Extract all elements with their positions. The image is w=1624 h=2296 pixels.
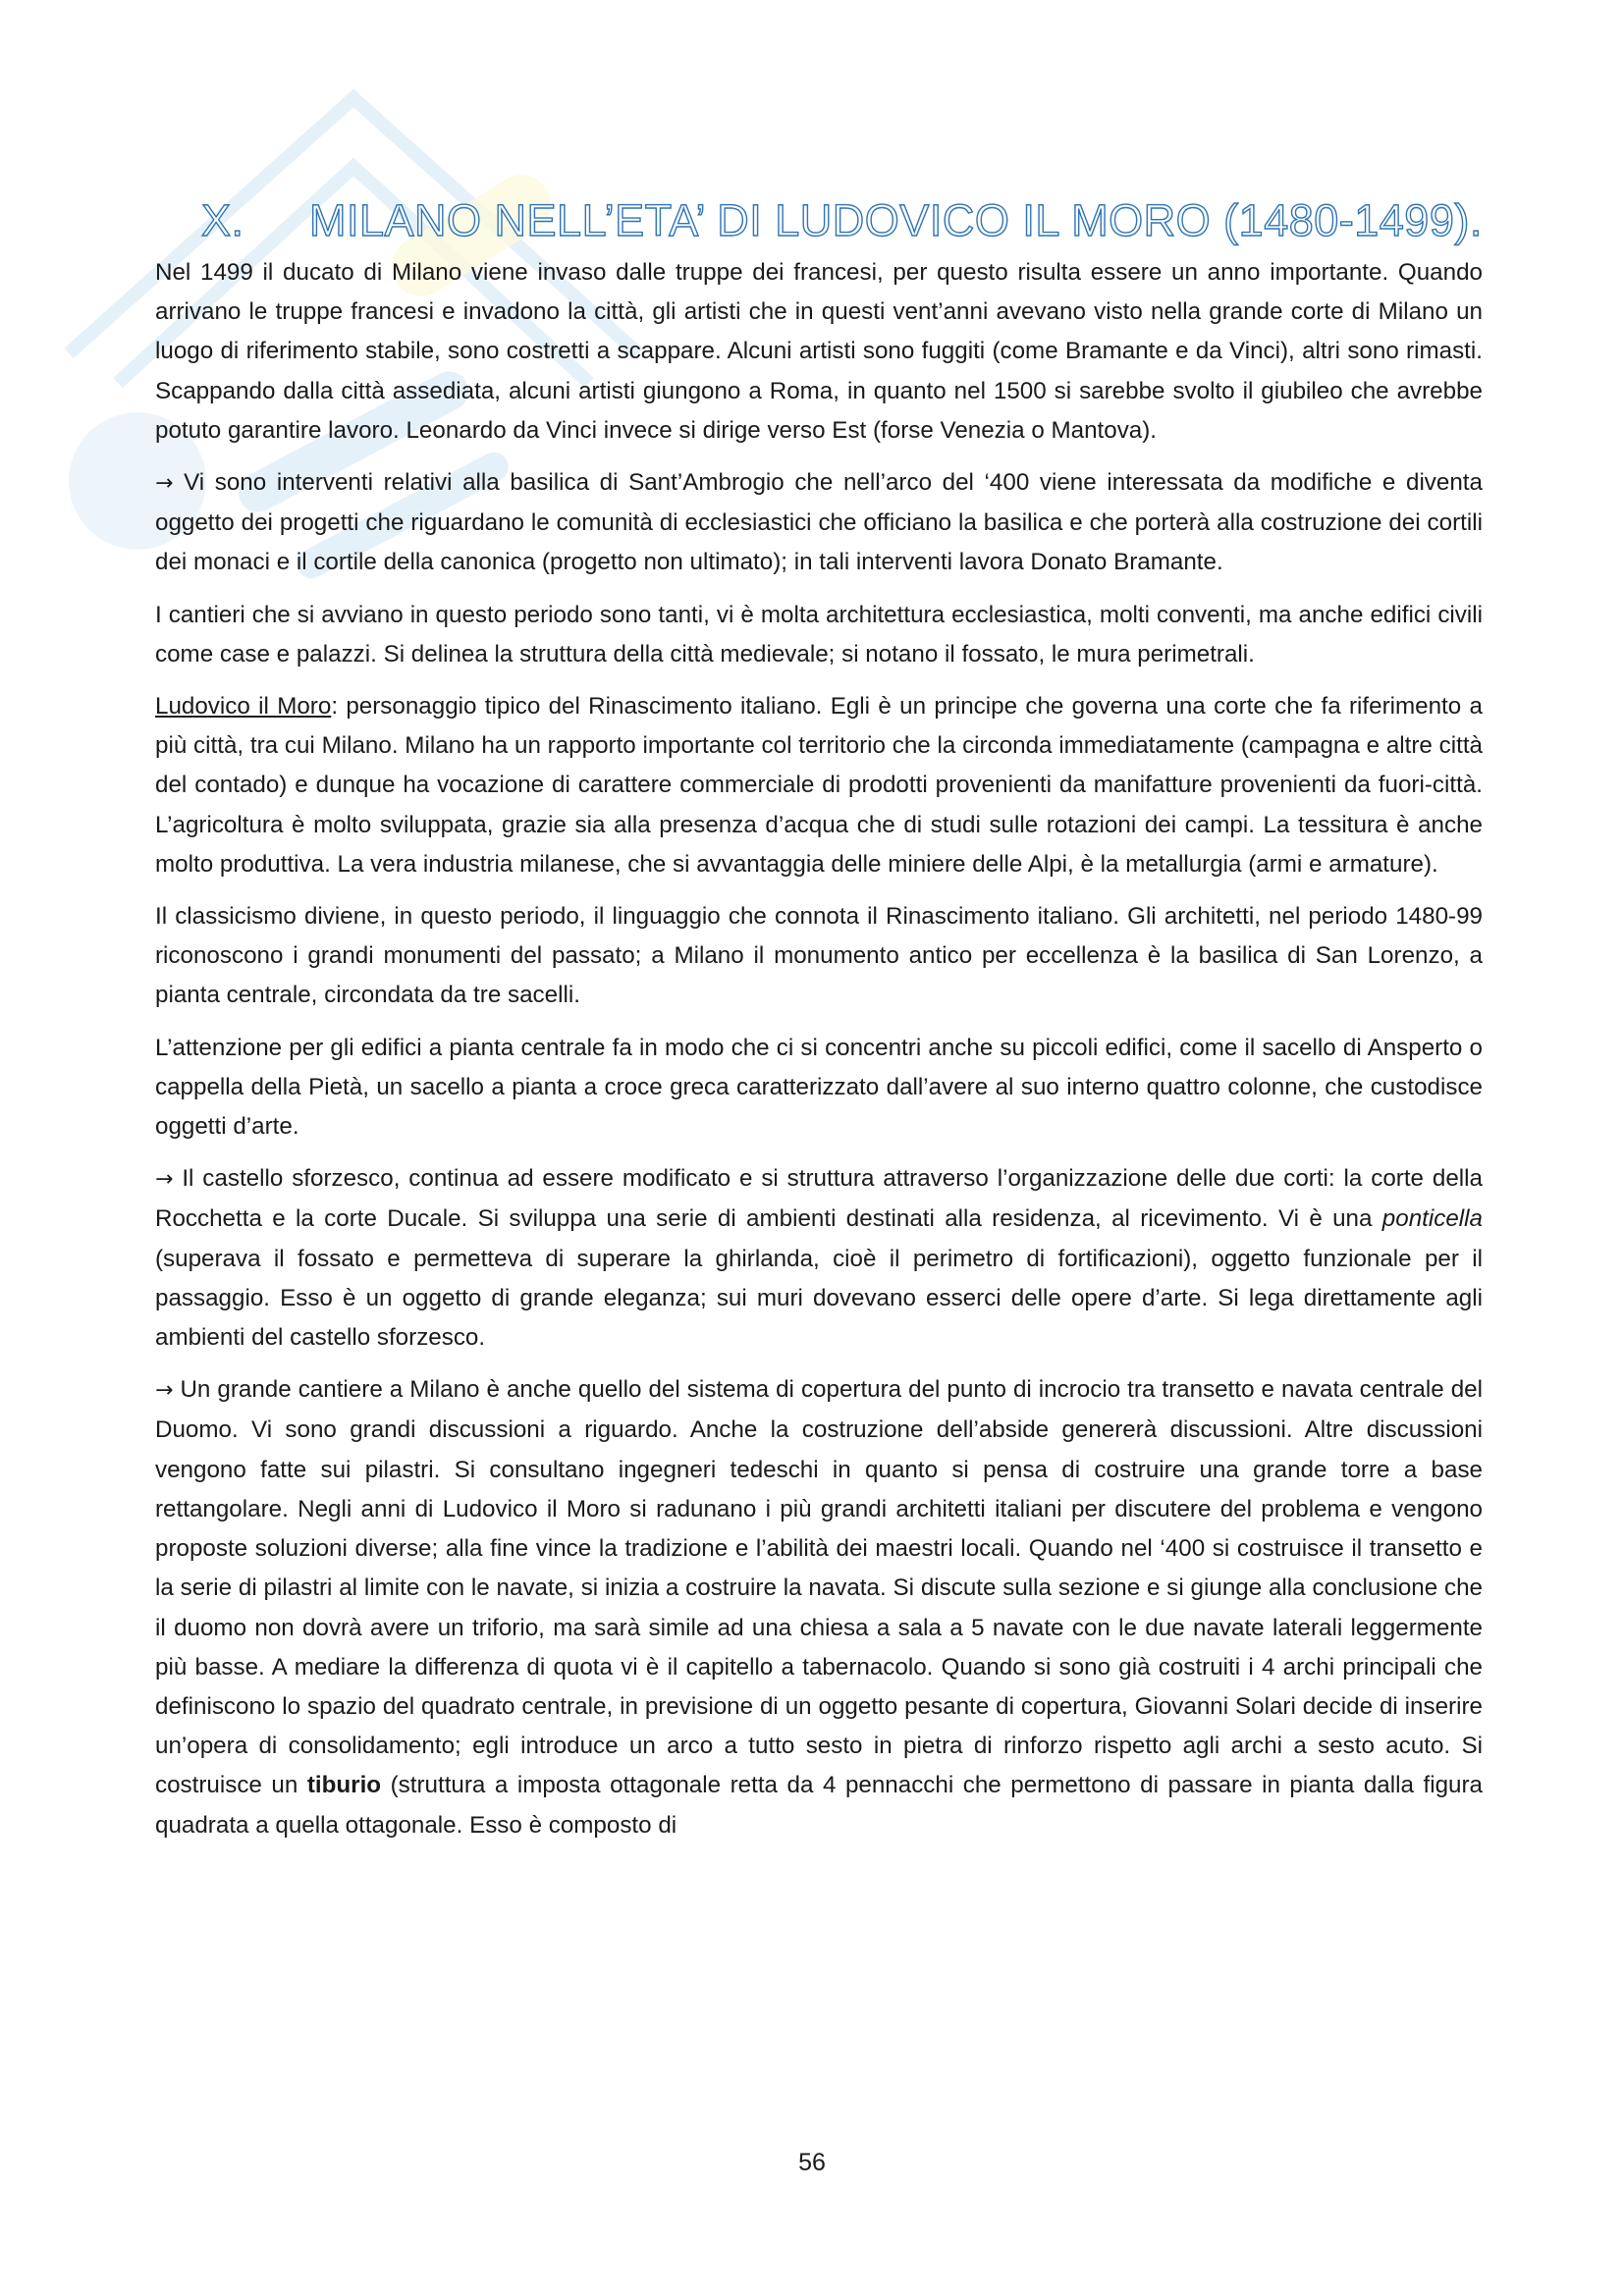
paragraph-8 [155,1370,1483,1844]
paragraph-7-text-b: (superava il fossato e permetteva di superare la ghirlanda, cioè il perimetro di fortificazioni), oggetto funzionale per il passaggio. Esso è un oggetto di grande eleganza; sui muri dovevano esserci delle opere d’arte. Si lega direttamente agli ambienti del castello sforzesco. [155,1245,1483,1352]
paragraph-1: Nel 1499 il ducato di Milano viene invaso dalle truppe dei francesi, per questo risulta essere un anno importante. Quando arrivano le truppe francesi e invadono la città, gli artisti che in questi vent’anni avevano visto nella grande corte di Milano un luogo di riferimento stabile, sono costretti a scappare. Alcuni artisti sono fuggiti (come Bramante e da Vinci), altri sono rimasti. Scappando dalla città assediata, alcuni artisti giungono a Roma, in quanto nel 1500 si sarebbe svolto il giubileo che avrebbe potuto garantire lavoro. Leonardo da Vinci invece si dirige verso Est (forse Venezia o Mantova). [155,259,1483,444]
document-page [155,192,1483,1858]
paragraph-4-text: : personaggio tipico del Rinascimento italiano. Egli è un principe che governa una corte che fa riferimento a più città, tra cui Milano. Milano ha un rapporto importante col territorio che la circonda immediatamente (campagna e altre città del contado) e dunque ha vocazione di carattere commerciale di prodotti provenienti da manifatture provenienti da fuori-città. L’agricoltura è molto sviluppata, grazie sia alla presenza d’acqua che di studi sulle rotazioni dei campi. La tessitura è anche molto produttiva. La vera industria milanese, che si avvantaggia delle miniere delle Alpi, è la metallurgia (armi e armature). [155,693,1483,878]
term-tiburio: tiburio [306,1772,382,1799]
chapter-number: X. [201,195,244,245]
arrow-icon: → [155,1167,174,1193]
paragraph-8-text-b: (struttura a imposta ottagonale retta da 4 pennacchi che permettono di passare in pianta dalla figura quadrata a quella ottagonale. Esso è composto di [155,1772,1483,1839]
arrow-icon: → [155,471,174,497]
chapter-title: MILANO NELL’ETA’ DI LUDOVICO IL MORO (1480-1499). [309,195,1483,245]
paragraph-7 [155,1159,1483,1358]
paragraph-7-text-a: Il castello sforzesco, continua ad essere modificato e si struttura attraverso l’organizzazione delle due corti: la corte della Rocchetta e la corte Ducale. Si sviluppa una serie di ambienti destinati alla residenza, al ricevimento. Vi è una [155,1165,1483,1233]
paragraph-4 [155,687,1483,884]
arrow-icon: → [155,1378,174,1404]
paragraph-6: L’attenzione per gli edifici a pianta centrale fa in modo che ci si concentri anche su piccoli edifici, come il sacello di Ansperto o cappella della Pietà, un sacello a pianta a croce greca caratterizzato dall’avere al suo interno quattro colonne, che custodisce oggetti d’arte. [155,1034,1483,1141]
paragraph-2-text: Vi sono interventi relativi alla basilica di Sant’Ambrogio che nell’arco del ‘400 viene interessata da modifiche e diventa oggetto dei progetti che riguardano le comunità di ecclesiastici che officiano la basilica e che porterà alla costruzione dei cortili dei monaci e il cortile della canonica (progetto non ultimato); in tali interventi lavora Donato Bramante. [155,469,1483,576]
paragraph-2 [155,463,1483,583]
page-number: 56 [798,2149,826,2176]
paragraph-8-text-a: Un grande cantiere a Milano è anche quello del sistema di copertura del punto di incrocio tra transetto e navata centrale del Duomo. Vi sono grandi discussioni a riguardo. Anche la costruzione dell’abside genererà discussioni. Altre discussioni vengono fatte sui pilastri. Si consultano ingegneri tedeschi in quanto si pensa di costruire una grande torre a base rettangolare. Negli anni di Ludovico il Moro si radunano i più grandi architetti italiani per discutere del problema e vengono proposte soluzioni diverse; alla fine vince la tradizione e l’abilità dei maestri locali. Quando nel ‘400 si costruisce il transetto e la serie di pilastri al limite con le navate, si inizia a costruire la navata. Si discute sulla sezione e si giunge alla conclusione che il duomo non dovrà avere un triforio, ma sarà simile ad una chiesa a sala a 5 navate con le due navate laterali leggermente più basse. A mediare la differenza di quota vi è il capitello a tabernacolo. Quando si sono già costruiti i 4 archi principali che definiscono lo spazio del quadrato centrale, in previsione di un oggetto pesante di copertura, Giovanni Solari decide di inserire un’opera di consolidamento; egli introduce un arco a tutto sesto in pietra di rinforzo rispetto agli archi a sesto acuto. Si costruisce un [155,1376,1483,1799]
paragraph-5: Il classicismo diviene, in questo periodo, il linguaggio che connota il Rinascimento italiano. Gli architetti, nel periodo 1480-99 riconoscono i grandi monumenti del passato; a Milano il monumento antico per eccellenza è la basilica di San Lorenzo, a pianta centrale, circondata da tre sacelli. [155,903,1483,1009]
paragraph-3: I cantieri che si avviano in questo periodo sono tanti, vi è molta architettura ecclesiastica, molti conventi, ma anche edifici civili come case e palazzi. Si delinea la struttura della città medievale; si notano il fossato, le mura perimetrali. [155,601,1483,667]
chapter-heading [155,192,1483,249]
term-ponticella: ponticella [1381,1205,1483,1233]
term-ludovico-il-moro: Ludovico il Moro [155,693,332,721]
